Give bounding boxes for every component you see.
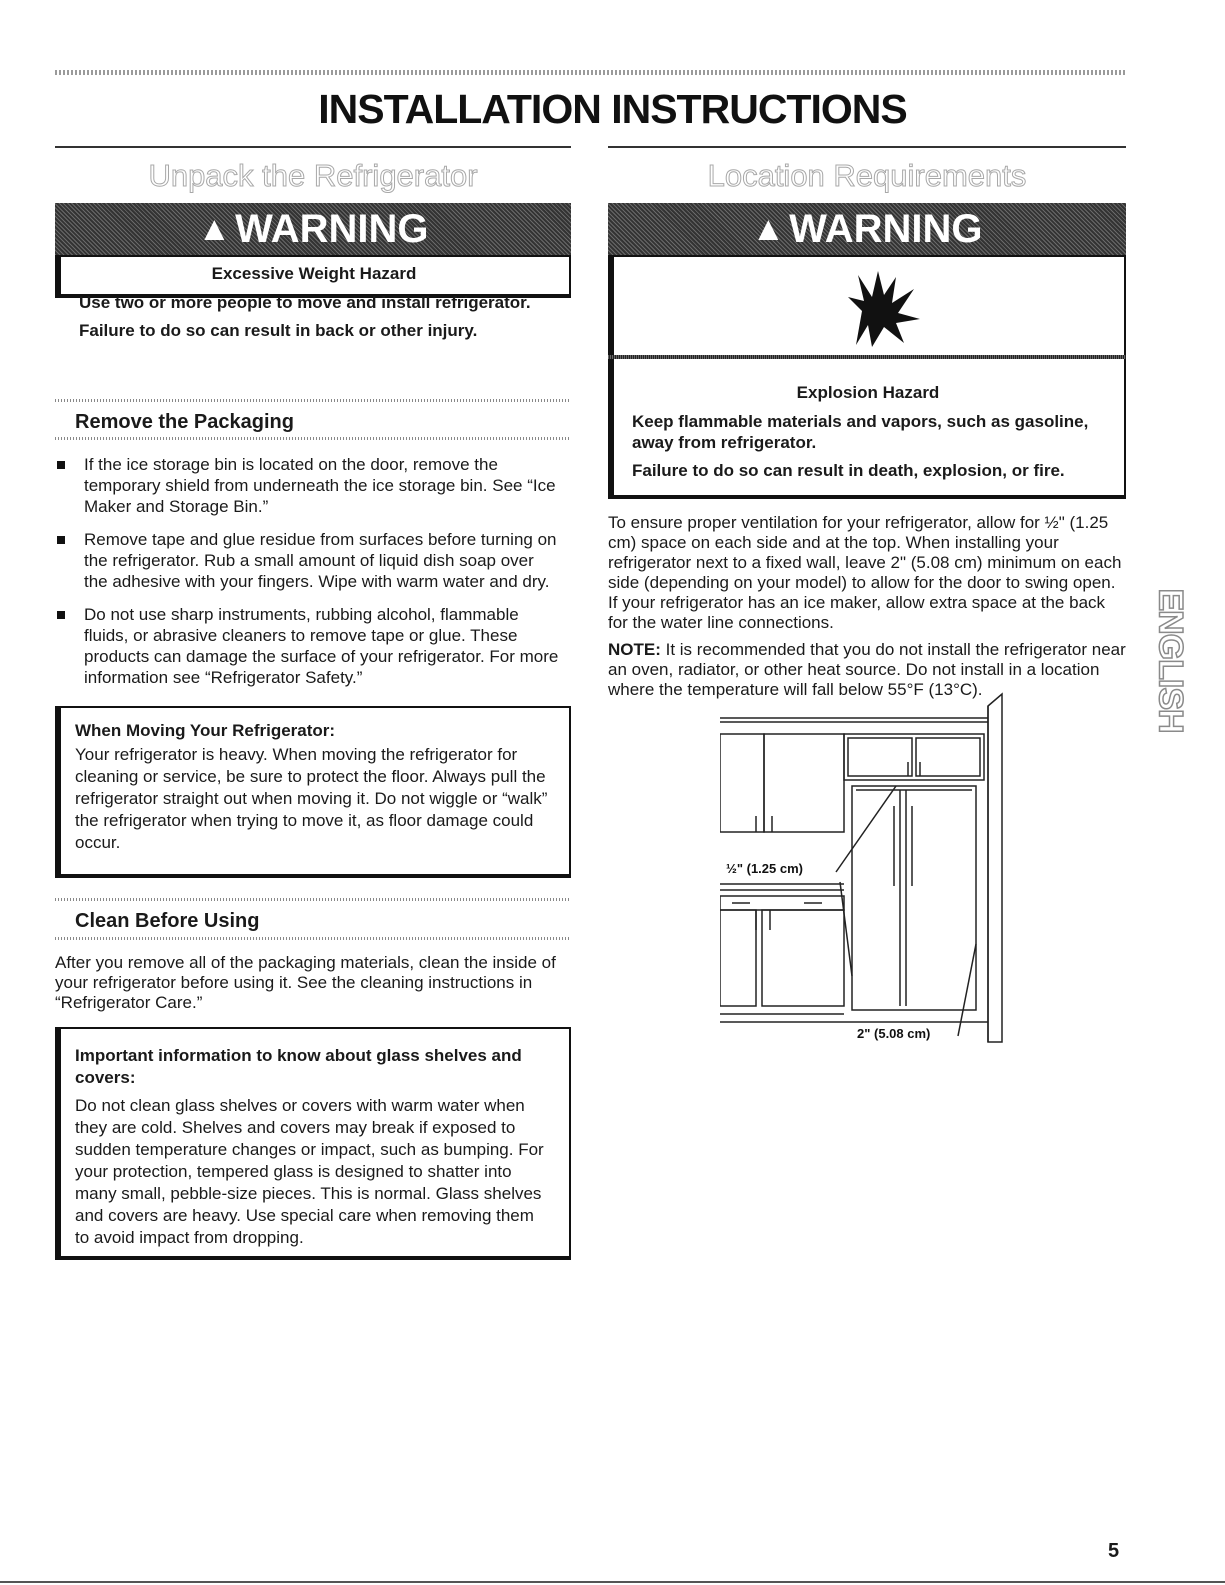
- remove-packaging-heading: Remove the Packaging: [75, 411, 294, 433]
- language-side-tab: [1151, 575, 1190, 745]
- note-label: NOTE:: [608, 640, 661, 659]
- packaging-bullet-list: [55, 454, 560, 700]
- explosion-warning-line2: Failure to do so can result in death, explosion, or fire.: [632, 461, 1065, 480]
- dotted-rule: [55, 399, 571, 402]
- bottom-rule: [0, 1581, 1225, 1583]
- left-column-rule: [55, 146, 571, 148]
- clearance-diagram: [720, 686, 1020, 1046]
- moving-refrigerator-box: [55, 706, 571, 878]
- glass-shelves-box: [55, 1027, 571, 1260]
- weight-warning-line2: Failure to do so can result in back or other injury.: [79, 321, 478, 340]
- side-tab-text: ENGLISH: [1151, 587, 1190, 733]
- list-item: Do not use sharp instruments, rubbing alcohol, flammable fluids, or abrasive cleaners to remove tape or glue. These products can damage the surface of your refrigerator. For more information see “Refrigerator Safety.”: [55, 604, 560, 688]
- explosion-warning-line1: Keep flammable materials and vapors, such as gasoline, away from refrigerator.: [632, 412, 1089, 452]
- explosion-hazard-title: Explosion Hazard: [796, 383, 940, 402]
- clean-before-using-text: After you remove all of the packaging materials, clean the inside of your refrigerator before using it. See the cleaning instructions in “Refrigerator Care.”: [55, 953, 556, 1012]
- explosion-icon: [834, 267, 924, 347]
- half-inch-clearance-label: ½" (1.25 cm): [726, 861, 803, 876]
- ventilation-text: To ensure proper ventilation for your refrigerator, allow for ½" (1.25 cm) space on each side and at the top. When installing your refrigerator next to a fixed wall, leave 2" (5.08 cm) minimum on each side (depending on your model) to allow for the door to swing open. If your refrigerator has an ice maker, allow extra space at the back for the water line connections.: [608, 513, 1122, 632]
- clean-before-using-heading: Clean Before Using: [75, 910, 260, 932]
- warning-banner-text: WARNING: [789, 206, 983, 251]
- top-rule: [55, 70, 1127, 75]
- glass-box-text: Do not clean glass shelves or covers with warm water when they are cold. Shelves and covers may break if exposed to sudden temperature changes or impact, such as bumping. For your protection, tempered glass is designed to shatter into many small, pebble-size pieces. This is normal. Glass shelves and covers are heavy. Use special care when removing them to avoid impact from dropping.: [75, 1096, 544, 1247]
- weight-hazard-title: Excessive Weight Hazard: [211, 264, 417, 283]
- moving-box-title: When Moving Your Refrigerator:: [75, 721, 336, 740]
- section-title-location: Location Requirements: [707, 158, 1027, 193]
- moving-box-text: Your refrigerator is heavy. When moving the refrigerator for cleaning or service, be sure to protect the floor. Always pull the refrigerator straight out when moving it. Do not wiggle or “walk” the refrigerator when trying to move it, as floor damage could occur.: [75, 745, 548, 852]
- warning-triangle-icon: ▲: [751, 209, 786, 248]
- note-text: It is recommended that you do not install the refrigerator near an oven, radiator, or other heat source. Do not install in a location where the temperature will fall below 55°F (13°C).: [608, 640, 1126, 699]
- list-item: Remove tape and glue residue from surfaces before turning on the refrigerator. Rub a small amount of liquid dish soap over the adhesive with your fingers. Wipe with warm water and dry.: [55, 529, 560, 592]
- dotted-rule: [55, 437, 571, 440]
- dotted-rule: [55, 898, 571, 901]
- two-inch-clearance-label: 2" (5.08 cm): [857, 1026, 931, 1041]
- explosion-warning-body: [610, 374, 1126, 498]
- warning-divider: [608, 355, 1126, 359]
- warning-banner: [55, 203, 571, 257]
- warning-banner: [608, 203, 1126, 257]
- section-title-unpack: Unpack the Refrigerator: [148, 158, 478, 193]
- page-number: 5: [1108, 1540, 1120, 1562]
- glass-box-title: Important information to know about glass shelves and covers:: [75, 1046, 522, 1087]
- warning-triangle-icon: ▲: [197, 209, 232, 248]
- right-column-rule: [608, 146, 1126, 148]
- page-title: INSTALLATION INSTRUCTIONS: [318, 86, 907, 132]
- dotted-rule: [55, 937, 571, 940]
- weight-warning-line1: Use two or more people to move and install refrigerator.: [79, 293, 531, 312]
- list-item: If the ice storage bin is located on the door, remove the temporary shield from underneath the ice storage bin. See “Ice Maker and Storage Bin.”: [55, 454, 560, 517]
- weight-warning-body: [57, 255, 571, 356]
- warning-banner-text: WARNING: [235, 206, 429, 251]
